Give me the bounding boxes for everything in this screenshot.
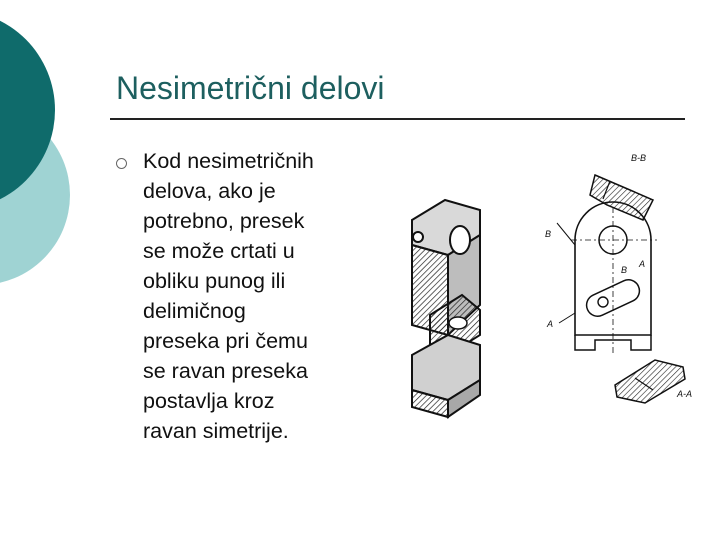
- bullet-line: Kod nesimetričnih: [143, 149, 314, 173]
- bullet-line: postavlja kroz: [143, 389, 275, 413]
- isometric-part-drawing: [400, 195, 510, 425]
- slide-title: Nesimetrični delovi: [116, 70, 385, 106]
- mark-a-label: A: [639, 259, 646, 269]
- bullet-text: [143, 146, 383, 446]
- mark-b-label: B: [545, 229, 552, 239]
- bullet-line: ravan simetrije.: [143, 419, 289, 443]
- orthographic-view-drawing: [535, 145, 705, 415]
- bullet-line: potrebno, presek: [143, 209, 305, 233]
- bullet-line: preseka pri čemu: [143, 329, 308, 353]
- bullet-line: obliku punog ili: [143, 269, 286, 293]
- bullet-line: se može crtati u: [143, 239, 295, 263]
- bullet-icon: [116, 158, 127, 169]
- section-bb-label: B-B: [631, 153, 647, 163]
- decorative-circles: [0, 0, 120, 300]
- section-aa-label: A-A: [677, 389, 693, 399]
- title-divider: [110, 118, 685, 120]
- bullet-line: delimičnog: [143, 299, 246, 323]
- mark-b-label: B: [621, 265, 628, 275]
- bullet-line: delova, ako je: [143, 179, 276, 203]
- bullet-line: se ravan preseka: [143, 359, 308, 383]
- mark-a-label: A: [547, 319, 554, 329]
